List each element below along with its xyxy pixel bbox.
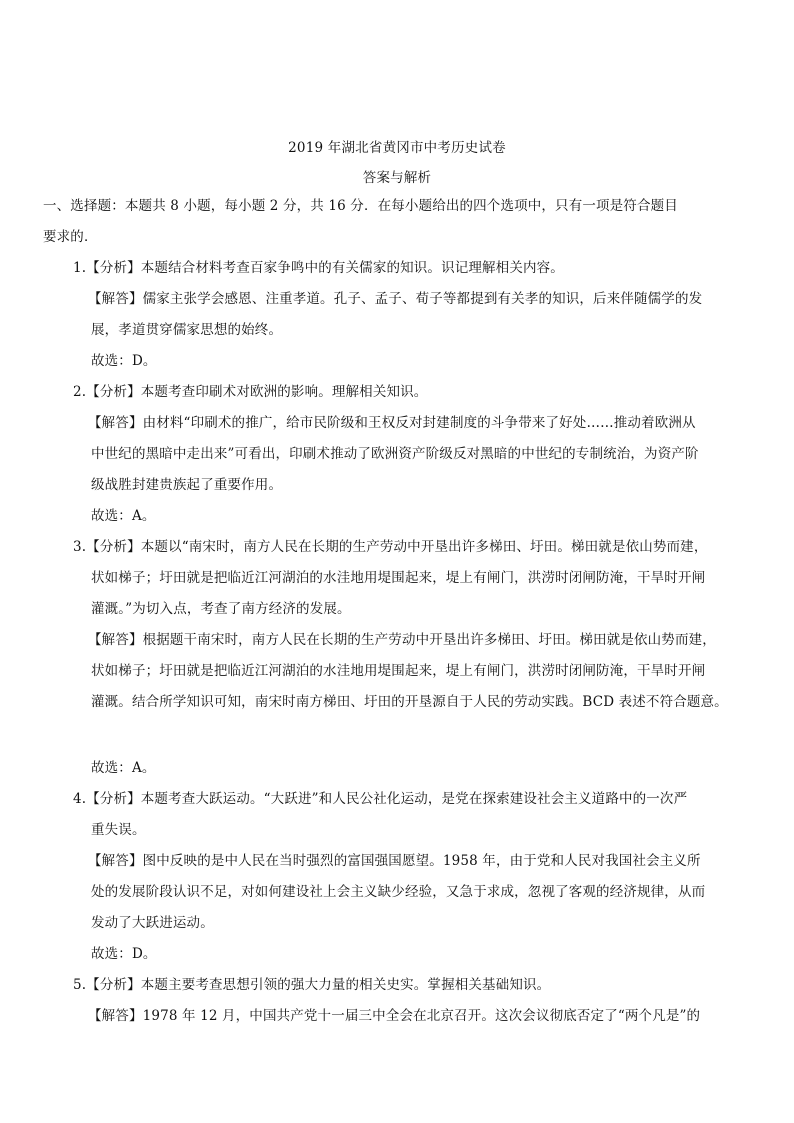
q3-analysis-line-3: 灌溉。”为切入点，考查了南方经济的发展。 [91, 601, 351, 617]
q2-answer-line-1: 【解答】由材料“印刷术的推广，给市民阶级和王权反对封建制度的斗争带来了好处……推动着欧洲从 [88, 415, 696, 431]
q3-answer-line-2: 状如梯子；圩田就是把临近江河湖泊的水洼地用堤围起来，堤上有闸门，洪涝时闭闸防淹，干旱时开闸 [91, 663, 706, 679]
q5-analysis: 5.【分析】本题主要考查思想引领的强大力量的相关史实。掌握相关基础知识。 [73, 977, 551, 993]
document-title: 2019 年湖北省黄冈市中考历史试卷 [288, 140, 506, 156]
section-heading-line-1: 一、选择题：本题共 8 小题，每小题 2 分，共 16 分．在每小题给出的四个选项中，只有一项是符合题目 [43, 198, 678, 214]
q4-answer-line-3: 发动了大跃进运动。 [91, 915, 214, 931]
q3-answer-line-3: 灌溉。结合所学知识可知，南宋时南方梯田、圩田的开垦源自于人民的劳动实践。BCD 表述不符合题意。 [91, 694, 728, 710]
q3-analysis-line-1: 3.【分析】本题以“南宋时，南方人民在长期的生产劳动中开垦出许多梯田、圩田。梯田就是依山势而建， [73, 539, 708, 555]
q1-choice: 故选：D。 [91, 353, 157, 369]
q3-analysis-line-2: 状如梯子；圩田就是把临近江河湖泊的水洼地用堤围起来，堤上有闸门，洪涝时闭闸防淹，干旱时开闸 [91, 570, 706, 586]
q1-answer-line-1: 【解答】儒家主张学会感恩、注重孝道。孔子、孟子、荀子等都提到有关孝的知识，后来伴随儒学的发 [88, 291, 703, 307]
q2-answer-line-2: 中世纪的黑暗中走出来”可看出，印刷术推动了欧洲资产阶级反对黑暗的中世纪的专制统治，为资产阶 [91, 446, 699, 462]
q2-analysis: 2.【分析】本题考查印刷术对欧洲的影响。理解相关知识。 [73, 384, 428, 400]
q4-analysis-line-1: 4.【分析】本题考查大跃运动。“大跃进”和人民公社化运动，是党在探索建设社会主义道路中的一次严 [73, 791, 688, 807]
q2-answer-line-3: 级战胜封建贵族起了重要作用。 [91, 477, 283, 493]
section-heading-line-2: 要求的． [43, 229, 98, 245]
q2-choice: 故选：A。 [91, 508, 156, 524]
q4-analysis-line-2: 重失误。 [91, 822, 146, 838]
q3-choice: 故选：A。 [91, 760, 156, 776]
q1-answer-line-2: 展，孝道贯穿儒家思想的始终。 [91, 322, 283, 338]
q4-choice: 故选：D。 [91, 946, 157, 962]
q4-answer-line-2: 处的发展阶段认识不足，对如何建设社上会主义缺少经验，又急于求成，忽视了客观的经济规律，从而 [91, 884, 706, 900]
q5-answer-line-1: 【解答】1978 年 12 月，中国共产党十一届三中全会在北京召开。这次会议彻底否定了“两个凡是”的 [88, 1008, 701, 1024]
document-subtitle: 答案与解析 [362, 170, 432, 186]
q1-analysis: 1.【分析】本题结合材料考查百家争鸣中的有关儒家的知识。识记理解相关内容。 [73, 260, 564, 276]
q3-answer-line-1: 【解答】根据题干南宋时，南方人民在长期的生产劳动中开垦出许多梯田、圩田。梯田就是依山势而建， [88, 632, 716, 648]
q4-answer-line-1: 【解答】图中反映的是中人民在当时强烈的富国强国愿望。1958 年，由于党和人民对我国社会主义所 [88, 853, 701, 869]
